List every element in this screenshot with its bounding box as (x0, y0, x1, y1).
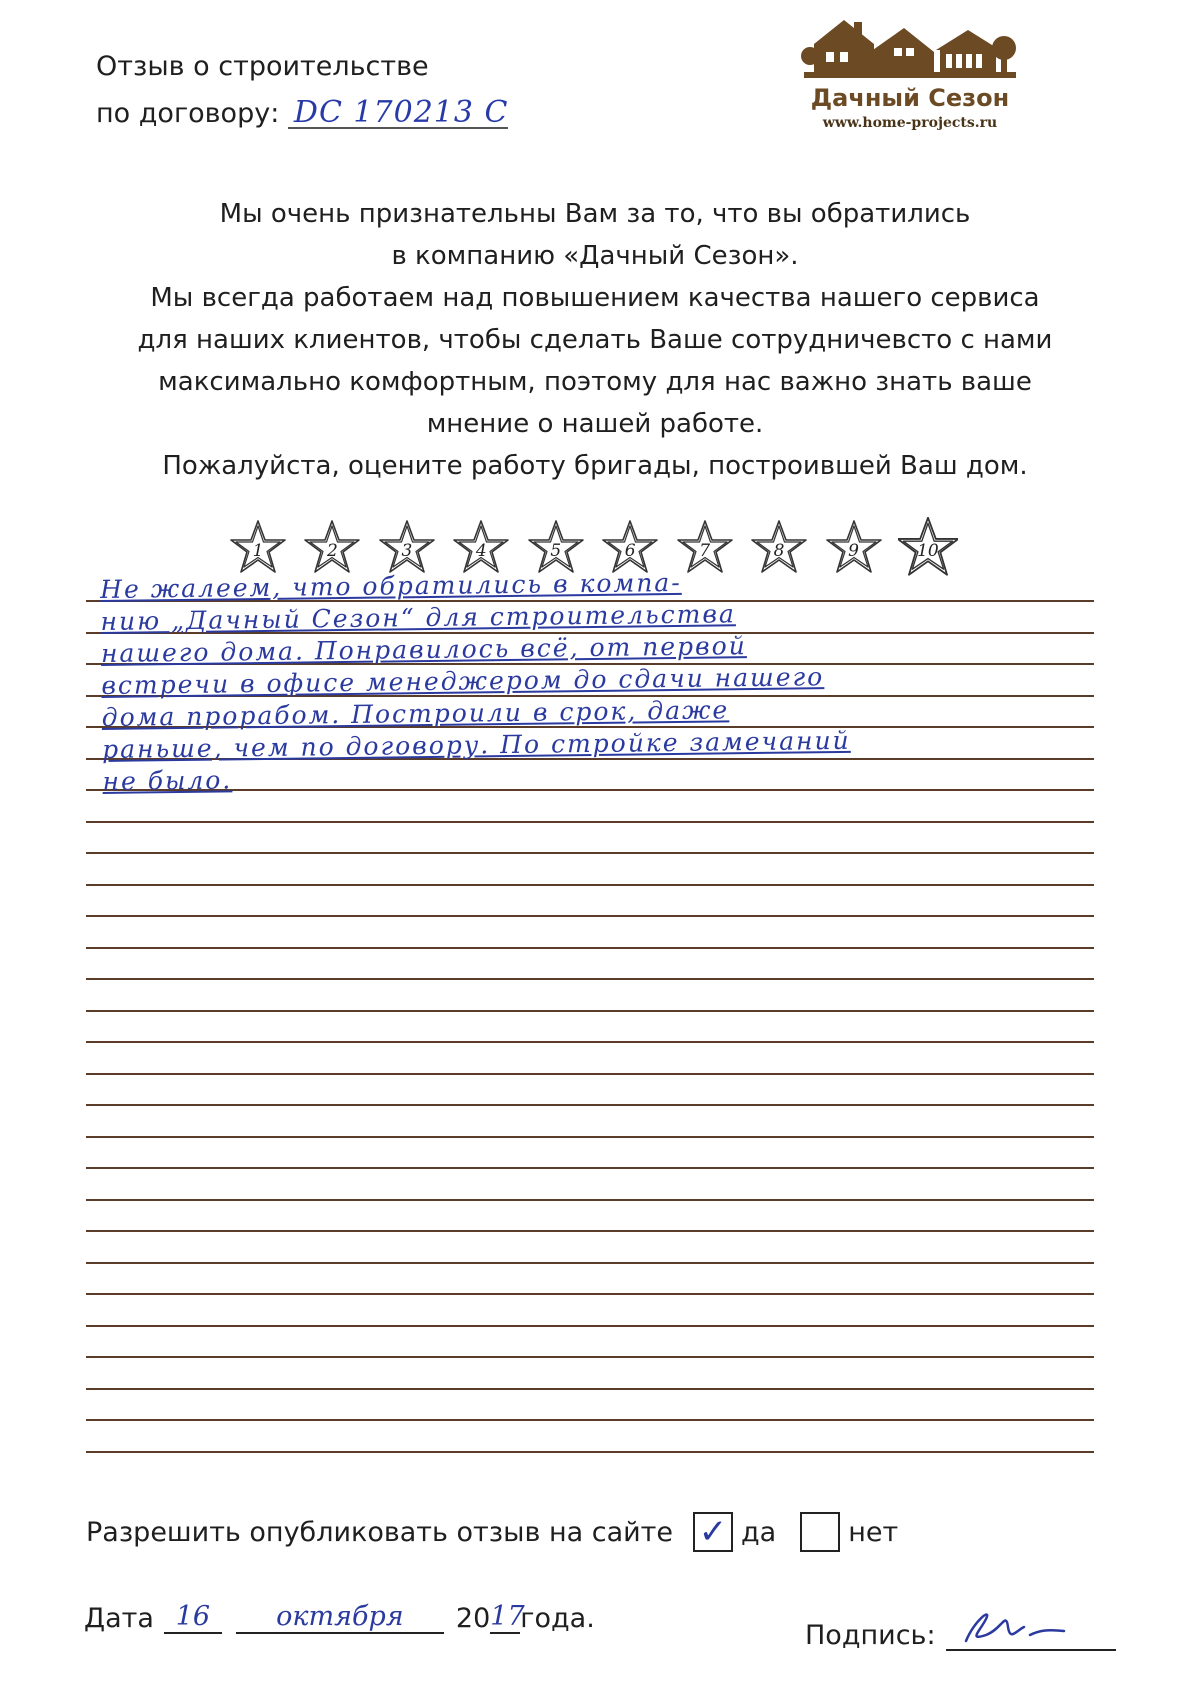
signature-label: Подпись: (805, 1620, 936, 1651)
ruled-line (86, 884, 1094, 886)
ruled-line (86, 1073, 1094, 1075)
star-number: 1 (252, 541, 264, 561)
review-line: дома прорабом. Построили в срок, даже (101, 695, 730, 732)
star-number: 5 (550, 541, 562, 561)
signature-scribble-icon (946, 1601, 1116, 1649)
form-header (96, 44, 508, 137)
ruled-line (86, 1293, 1094, 1295)
publish-permission (86, 1512, 902, 1552)
ruled-line (86, 1041, 1094, 1043)
ruled-line (86, 947, 1094, 949)
ruled-line (86, 1230, 1094, 1232)
ruled-line (86, 1010, 1094, 1012)
review-line: Не жалеем, что обратились в компа- (100, 567, 682, 604)
contract-field[interactable] (288, 90, 509, 137)
star-number: 4 (475, 541, 487, 561)
publish-no-checkbox[interactable] (800, 1512, 840, 1552)
contract-underline (288, 127, 509, 129)
date-year-word: года. (520, 1603, 595, 1634)
ruled-line (86, 1388, 1094, 1390)
signature-field[interactable] (946, 1601, 1116, 1651)
star-number: 3 (401, 541, 413, 561)
intro-line: мнение о нашей работе. (426, 409, 764, 439)
date-year-prefix: 20 (455, 1603, 491, 1634)
star-number: 7 (699, 541, 711, 561)
ruled-line (86, 821, 1094, 823)
date-year-field[interactable]: 17 (490, 1601, 525, 1632)
ruled-line (86, 1419, 1094, 1421)
company-logo (800, 8, 1020, 136)
publish-yes-checkbox[interactable] (693, 1512, 733, 1552)
ruled-line (86, 1199, 1094, 1201)
rating-star-2[interactable] (302, 517, 362, 579)
intro-line: в компанию «Дачный Сезон». (391, 241, 799, 271)
intro-line: максимально комфортным, поэтому для нас важно знать ваше (158, 367, 1032, 397)
contract-label: по договору: (96, 98, 280, 129)
house-logo-icon (800, 8, 1020, 86)
ruled-line (86, 1356, 1094, 1358)
date-label: Дата (84, 1603, 154, 1634)
signature-row (805, 1601, 1116, 1651)
review-line: не было. (102, 765, 233, 796)
ruled-line (86, 852, 1094, 854)
contract-value: DC 170213 C (293, 95, 509, 130)
intro-line: для наших клиентов, чтобы сделать Ваше сотрудничевсто с нами (137, 325, 1053, 355)
rating-star-1[interactable] (228, 517, 288, 579)
intro-line: Пожалуйста, оцените работу бригады, построившей Ваш дом. (162, 451, 1028, 481)
check-mark-icon: ✓ (698, 1512, 728, 1552)
intro-text (95, 193, 1095, 487)
ruled-line (86, 1262, 1094, 1264)
ruled-line (86, 1136, 1094, 1138)
intro-line: Мы очень признательны Вам за то, что вы обратились (219, 199, 971, 229)
form-title: Отзыв о строительстве (96, 51, 429, 82)
date-day-field[interactable]: 16 (164, 1601, 222, 1634)
review-line: раньше, чем по договору. По стройке замечаний (101, 725, 851, 764)
publish-label: Разрешить опубликовать отзыв на сайте (86, 1516, 673, 1548)
review-line: нию „Дачный Сезон“ для строительства (100, 599, 736, 636)
ruled-line (86, 915, 1094, 917)
star-number: 10 (917, 541, 939, 561)
review-line: нашего дома. Понравилось всё, от первой (100, 631, 747, 668)
intro-line: Мы всегда работаем над повышением качества нашего сервиса (150, 283, 1040, 313)
publish-no-label: нет (848, 1516, 899, 1548)
date-month-field[interactable]: октября (236, 1601, 444, 1634)
contract-row (96, 90, 508, 137)
logo-url: www.home-projects.ru (822, 115, 998, 131)
publish-yes-label: да (741, 1516, 777, 1548)
star-number: 2 (327, 541, 338, 561)
date-row (84, 1601, 595, 1634)
star-number: 6 (624, 541, 636, 561)
star-number: 9 (848, 541, 859, 561)
logo-brand: Дачный Сезон (810, 84, 1010, 112)
ruled-line (86, 978, 1094, 980)
review-text[interactable] (100, 562, 1113, 798)
ruled-line (86, 1104, 1094, 1106)
ruled-line (86, 1167, 1094, 1169)
ruled-line (86, 1325, 1094, 1327)
review-line: встречи в офисе менеджером до сдачи нашего (101, 662, 825, 700)
star-number: 8 (773, 541, 785, 561)
ruled-line (86, 1451, 1094, 1453)
